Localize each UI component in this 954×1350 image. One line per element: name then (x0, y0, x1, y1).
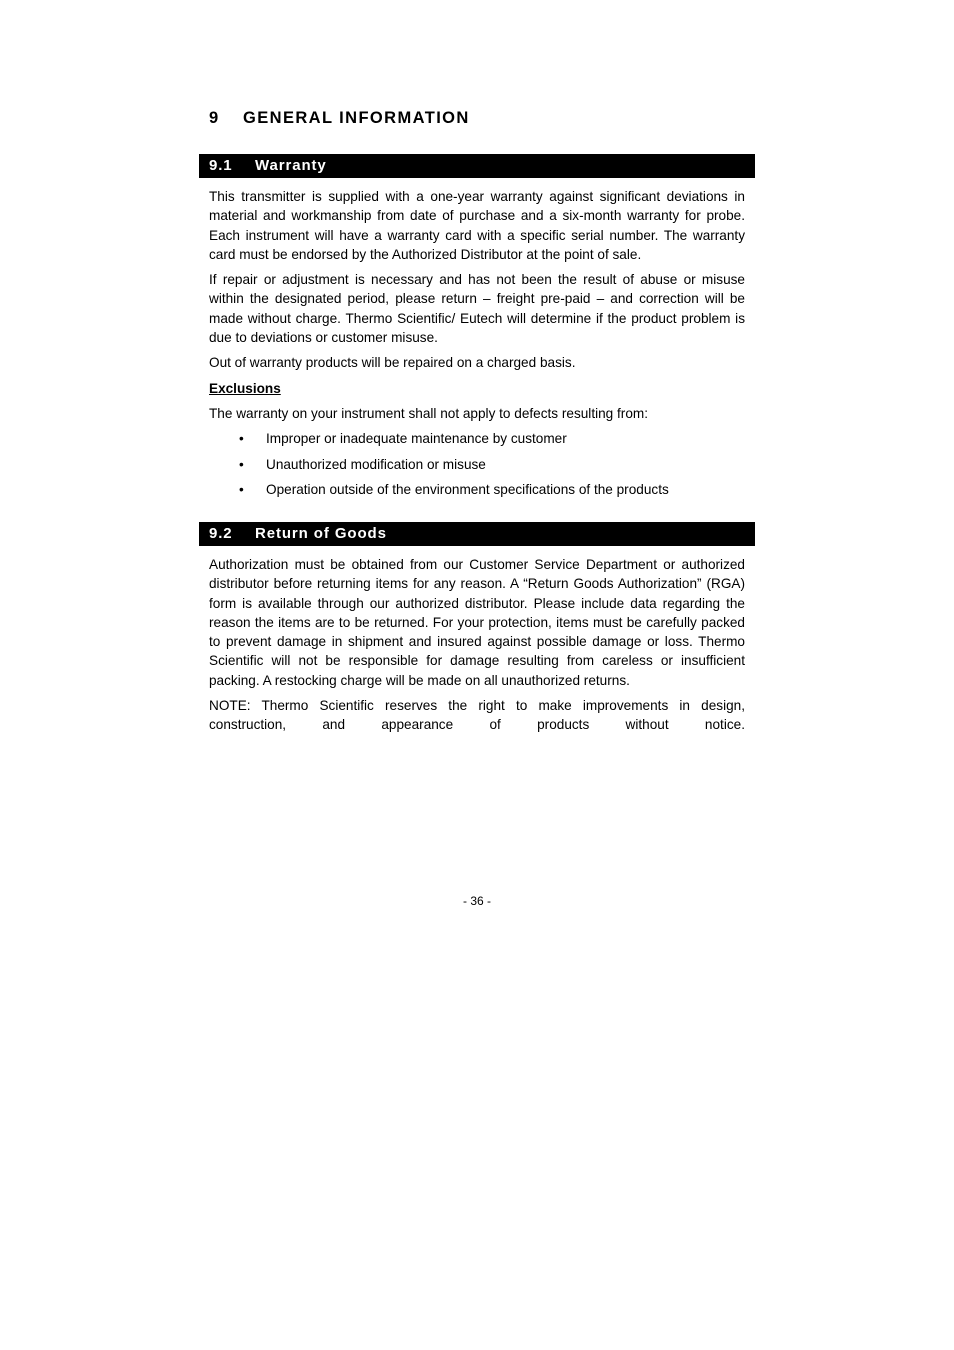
paragraph: Authorization must be obtained from our Customer Service Department or authorized distributor before returning items for any reason. A “Return Goods Authorization” (RGA) form is available through our authorized distributor. Please include data regarding the reason the items are to be returned. For your protection, items must be carefully packed to prevent damage in shipment and insured against possible damage or loss. Thermo Scientific will not be responsible for damage resulting from careless or insufficient packing. A restocking charge will be made on all unauthorized returns. (209, 557, 745, 688)
section-number: 9.1 (209, 157, 233, 174)
paragraph: If repair or adjustment is necessary and has not been the result of abuse or misuse within the designated period, please return – freight pre-paid – and correction will be made without charge. Thermo Scientific/ Eutech will determine if the product problem is due to deviations or customer misuse. (209, 272, 745, 346)
list-item (209, 429, 745, 448)
chapter-title: GENERAL INFORMATION (243, 109, 470, 127)
note-paragraph: NOTE: Thermo Scientific reserves the right to make improvements in design, construction, and appearance of products without notice. (209, 698, 745, 733)
bullet-icon: • (239, 456, 244, 472)
section-heading-return-of-goods (199, 522, 755, 546)
paragraph: Out of warranty products will be repaired on a charged basis. (209, 355, 576, 371)
list-item (209, 480, 745, 499)
bullet-icon: • (239, 431, 244, 447)
warranty-body (209, 187, 745, 505)
section-heading-warranty (199, 154, 755, 178)
bullet-icon: • (239, 481, 244, 497)
section-title: Warranty (255, 157, 327, 174)
exclusions-intro: The warranty on your instrument shall not apply to defects resulting from: (209, 405, 648, 421)
section-title: Return of Goods (255, 525, 387, 542)
exclusions-list (209, 429, 745, 499)
chapter-heading (209, 109, 470, 128)
exclusions-heading: Exclusions (209, 380, 281, 396)
list-item-text: Improper or inadequate maintenance by customer (266, 431, 567, 447)
chapter-number: 9 (209, 109, 220, 127)
list-item-text: Operation outside of the environment specifications of the products (266, 481, 669, 497)
return-of-goods-body (209, 555, 745, 741)
paragraph: This transmitter is supplied with a one-year warranty against significant deviations in material and workmanship from date of purchase and a six-month warranty for probe. Each instrument will have a warranty card with a specific serial number. The warranty card must be endorsed by the Authorized Distributor at the point of sale. (209, 189, 745, 262)
list-item-text: Unauthorized modification or misuse (266, 456, 486, 472)
section-number: 9.2 (209, 525, 233, 542)
page-number: - 36 - (462, 894, 491, 908)
list-item (209, 455, 745, 474)
